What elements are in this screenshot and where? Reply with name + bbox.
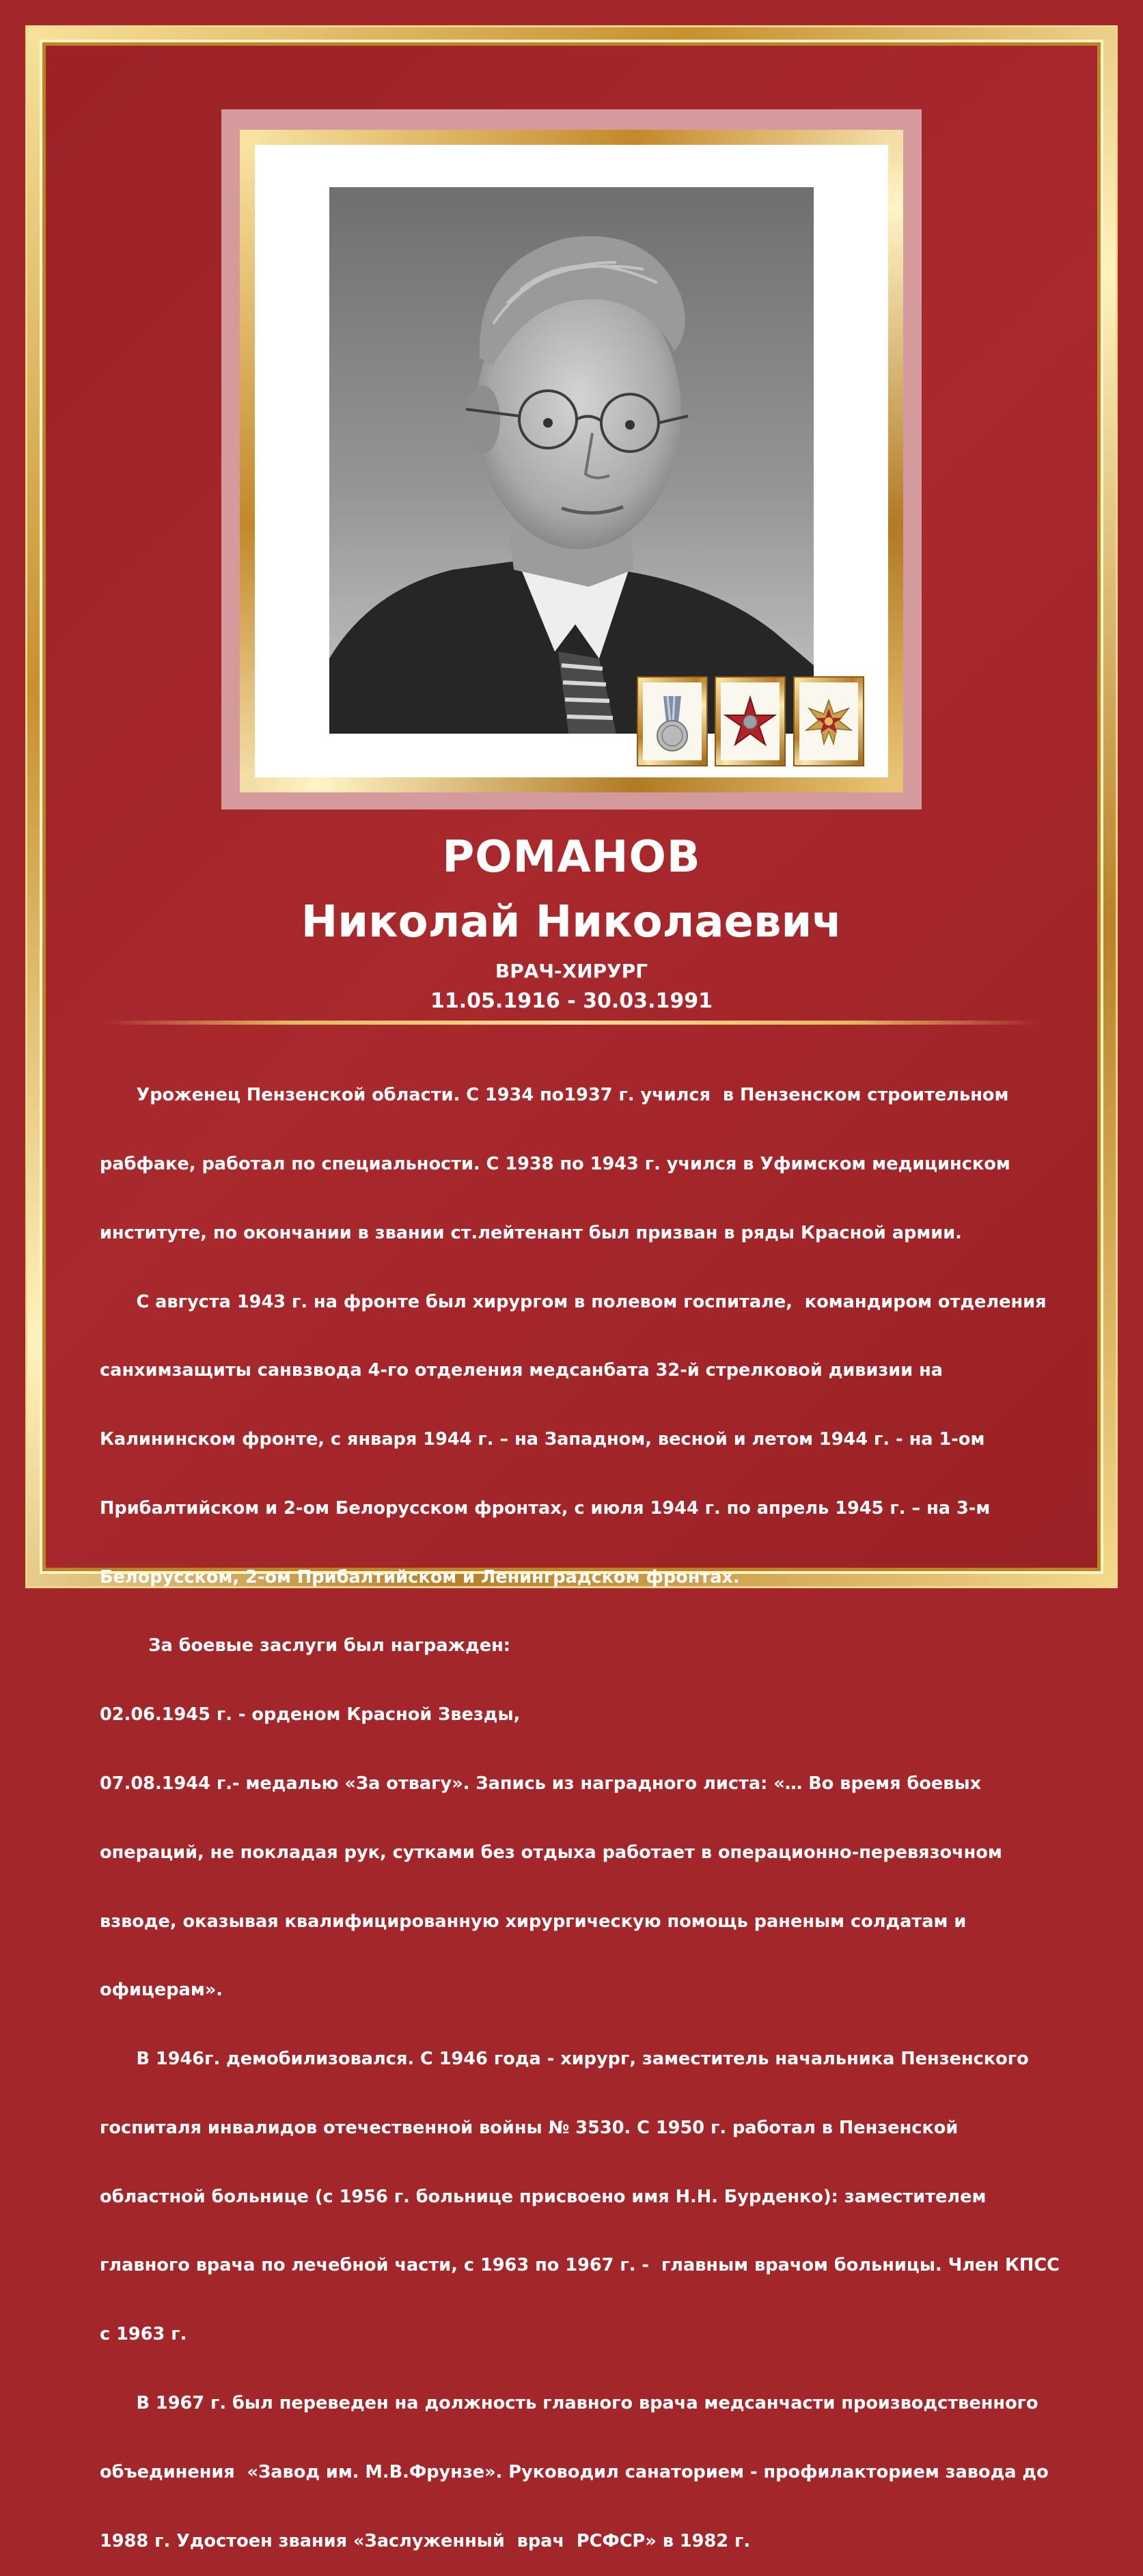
portrait-photo	[329, 187, 814, 734]
biography-line: объединения «Завод им. М.В.Фрунзе». Руководил санаторием - профилакторием завода до	[100, 2461, 1049, 2482]
biography-line: офицерам».	[100, 1980, 223, 2001]
order-of-patriotic-war-icon	[795, 678, 863, 765]
biography-line: 1988 г. Удостоен звания «Заслуженный врач РСФСР» в 1982 г.	[100, 2530, 751, 2551]
biography-line: главного врача по лечебной части, с 1963 по 1967 г. - главным врачом больницы. Член КПСС	[100, 2255, 1060, 2276]
biography-line: с 1963 г.	[100, 2324, 187, 2345]
biography-line: рабфаке, работал по специальности. С 1938 по 1943 г. учился в Уфимском медицинском	[100, 1153, 1010, 1174]
biography-line: С августа 1943 г. на фронте был хирургом в полевом госпитале, командиром отделения	[100, 1291, 1047, 1312]
biography-line: госпиталя инвалидов отечественной войны № 3530. С 1950 г. работал в Пензенской	[100, 2117, 959, 2138]
biography-line: взводе, оказывая квалифицированную хирургическую помощь раненым солдатам и	[100, 1911, 967, 1932]
profession-label: ВРАЧ-ХИРУРГ	[495, 960, 648, 982]
order-of-red-star-icon	[716, 678, 784, 765]
medal-for-courage-icon	[638, 678, 706, 765]
biography-line: операций, не покладая рук, сутками без отдыха работает в операционно-перевязочном	[100, 1842, 1002, 1863]
biography-line: За боевые заслуги был награжден:	[100, 1635, 511, 1657]
biography-line: 07.08.1944 г.- медалью «За отвагу». Запись из наградного листа: «… Во время боевых	[100, 1773, 982, 1794]
biography-line: Уроженец Пензенской области. С 1934 по1937 г. учился в Пензенском строительном	[100, 1085, 1009, 1106]
biography-text	[100, 1038, 1060, 2576]
given-name-title: Николай Николаевич	[301, 897, 842, 947]
biography-line: Калининском фронте, с января 1944 г. – на Западном, весной и летом 1944 г. - на 1-ом	[100, 1429, 985, 1450]
biography-line: В 1946г. демобилизовался. С 1946 года - хирург, заместитель начальника Пензенского	[100, 2049, 1029, 2070]
biography-line: санхимзащиты санвзвода 4-го отделения медсанбата 32-й стрелковой дивизии на	[100, 1360, 944, 1381]
gold-divider	[102, 1021, 1041, 1025]
biography-line: Прибалтийском и 2-ом Белорусском фронтах, с июля 1944 г. по апрель 1945 г. – на 3-м	[100, 1497, 991, 1519]
biography-line: областной больнице (с 1956 г. больнице присвоено имя Н.Н. Бурденко): заместителем	[100, 2186, 987, 2207]
biography-line: институте, по окончании в звании ст.лейтенант был призван в ряды Красной армии.	[100, 1222, 962, 1243]
biography-line: Белорусском, 2-ом Прибалтийском и Ленинградском фронтах.	[100, 1566, 740, 1588]
biography-line: В 1967 г. был переведен на должность главного врача медсанчасти производственного	[100, 2393, 1038, 2414]
surname-title: РОМАНОВ	[442, 832, 701, 883]
life-dates: 11.05.1916 - 30.03.1991	[430, 989, 713, 1013]
biography-line: 02.06.1945 г. - орденом Красной Звезды,	[100, 1704, 521, 1726]
